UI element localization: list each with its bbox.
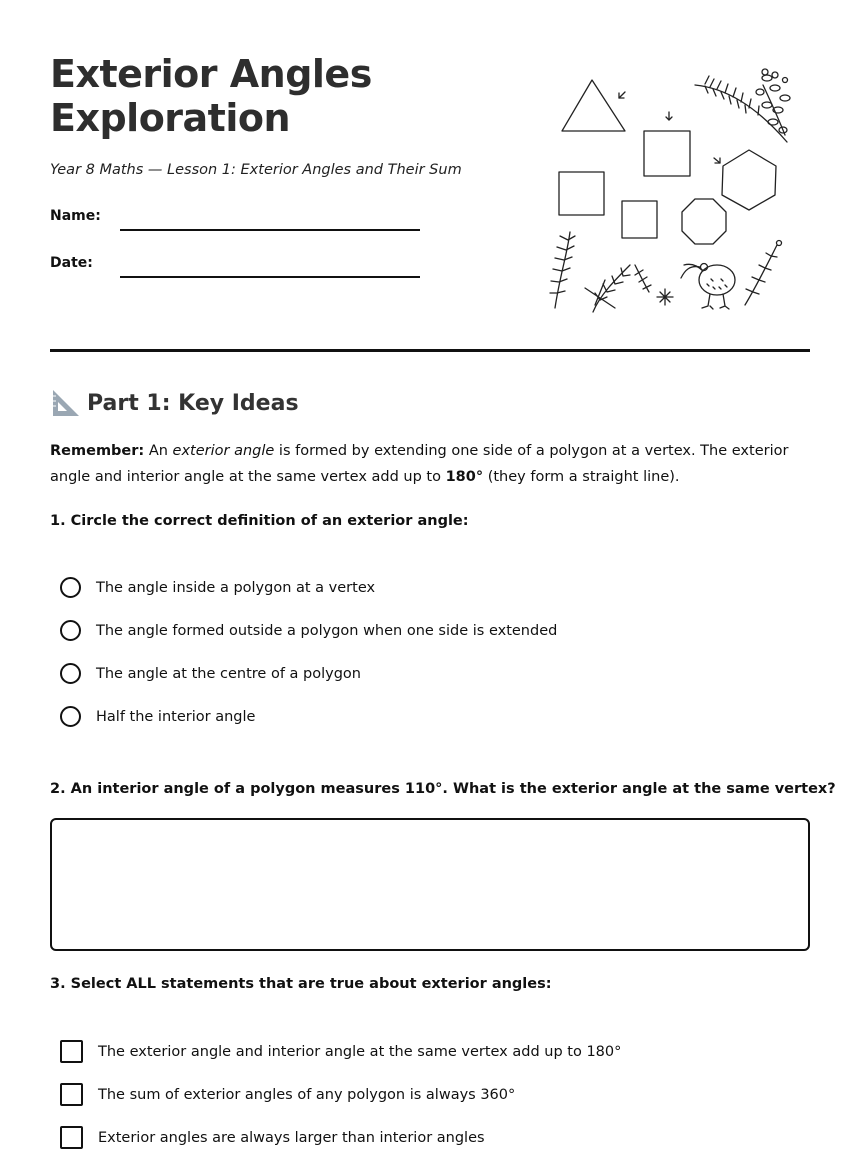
arrow-icon: [619, 92, 720, 163]
q3-option[interactable]: [60, 1126, 485, 1149]
intro-text: (they form a straight line).: [483, 469, 680, 485]
name-label: Name:: [50, 208, 101, 224]
remember-paragraph: [50, 438, 815, 490]
header-divider: [50, 349, 810, 352]
q1-option[interactable]: [60, 706, 255, 727]
fern-icon: [550, 232, 651, 312]
triangle-shape: [562, 80, 625, 131]
name-line[interactable]: [120, 229, 420, 231]
kiwi-bird-icon: [681, 264, 735, 310]
q1-option-label: The angle at the centre of a polygon: [96, 665, 361, 682]
checkbox[interactable]: [60, 1083, 83, 1106]
intro-text: is formed by extending one side of a polygon at a vertex. The exterior angle and interior angle at the same vertex add up to: [50, 443, 789, 485]
part1-heading: [50, 388, 299, 418]
q1-option-label: The angle inside a polygon at a vertex: [96, 579, 376, 596]
q1-option-label: The angle formed outside a polygon when one side is extended: [96, 622, 558, 639]
worksheet-title: Exterior Angles Exploration: [50, 52, 372, 140]
q1-option[interactable]: [60, 620, 557, 641]
shapes-illustration: [545, 60, 810, 315]
q3-option-label: Exterior angles are always larger than interior angles: [98, 1129, 485, 1146]
q1-option-label: Half the interior angle: [96, 708, 256, 725]
q2-answer-box[interactable]: [50, 818, 810, 951]
radio-button[interactable]: [60, 620, 81, 641]
radio-button[interactable]: [60, 663, 81, 684]
question-3: 3. Select ALL statements that are true about exterior angles:: [50, 976, 552, 992]
question-1: 1. Circle the correct definition of an exterior angle:: [50, 513, 469, 529]
part1-title: Part 1: Key Ideas: [87, 390, 299, 416]
q3-option[interactable]: [60, 1040, 621, 1063]
octagon-shape: [682, 199, 726, 244]
question-2: 2. An interior angle of a polygon measures 110°. What is the exterior angle at the same vertex?: [50, 781, 836, 797]
square-shape: [644, 131, 690, 176]
square-shape: [559, 172, 604, 215]
q1-option[interactable]: [60, 577, 375, 598]
twig-icon: [745, 241, 782, 306]
exterior-angle-term: exterior angle: [172, 443, 275, 459]
date-label: Date:: [50, 255, 93, 271]
lesson-subtitle: Year 8 Maths — Lesson 1: Exterior Angles and Their Sum: [50, 162, 462, 178]
radio-button[interactable]: [60, 706, 81, 727]
checkbox[interactable]: [60, 1126, 83, 1149]
hexagon-shape: [722, 150, 776, 210]
flower-icon: [657, 289, 673, 305]
remember-label: Remember:: [50, 443, 145, 459]
intro-value: 180°: [445, 469, 484, 485]
checkbox[interactable]: [60, 1040, 83, 1063]
set-square-icon: [50, 388, 80, 418]
fern-icon: [695, 69, 790, 142]
date-line[interactable]: [120, 276, 420, 278]
q3-option[interactable]: [60, 1083, 515, 1106]
square-shape: [622, 201, 657, 238]
q3-option-label: The exterior angle and interior angle at the same vertex add up to 180°: [98, 1043, 622, 1060]
intro-text: An: [144, 443, 173, 459]
q3-option-label: The sum of exterior angles of any polygon is always 360°: [98, 1086, 516, 1103]
radio-button[interactable]: [60, 577, 81, 598]
q1-option[interactable]: [60, 663, 361, 684]
